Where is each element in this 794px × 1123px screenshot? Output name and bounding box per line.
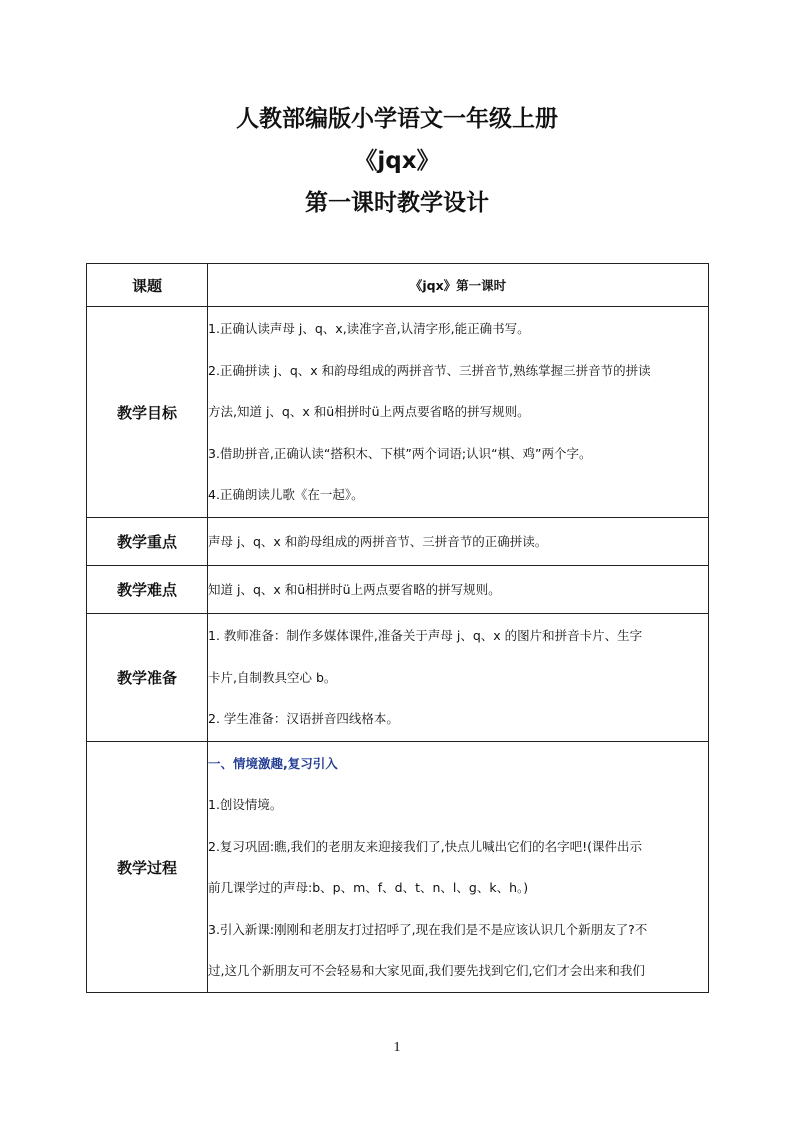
table-row-header [87,264,709,307]
difficulties-content [208,566,709,614]
table-row-preparation [87,614,709,742]
objective-line: 1.正确认读声母 j、q、x,读准字音,认清字形,能正确书写。 [208,321,530,337]
page-number: 1 [393,1040,401,1055]
header-label: 课题 [87,264,208,307]
preparation-label: 教学准备 [87,614,208,742]
key-points-content [208,518,709,566]
key-points-line: 声母 j、q、x 和韵母组成的两拼音节、三拼音节的正确拼读。 [208,533,548,549]
lesson-plan-table [86,263,709,993]
objectives-label: 教学目标 [87,307,208,518]
process-line: 2.复习巩固:瞧,我们的老朋友来迎接我们了,快点儿喊出它们的名字吧!(课件出示 [208,838,642,854]
objectives-content [208,307,709,518]
difficulties-line: 知道 j、q、x 和ü相拼时ü上两点要省略的拼写规则。 [208,581,501,597]
preparation-content [208,614,709,742]
preparation-line: 2. 学生准备：汉语拼音四线格本。 [208,711,399,727]
process-line: 过,这几个新朋友可不会轻易和大家见面,我们要先找到它们,它们才会出来和我们 [208,963,645,978]
objective-line: 3.借助拼音,正确认读“搭积木、下棋”两个词语;认识“棋、鸡”两个字。 [208,445,592,461]
document-title [0,98,794,224]
table-row-objectives [87,307,709,518]
table-row-key-points [87,518,709,566]
table-row-process [87,742,709,993]
title-line-1: 人教部编版小学语文一年级上册 [236,106,558,132]
objective-line: 方法,知道 j、q、x 和ü相拼时ü上两点要省略的拼写规则。 [208,404,530,420]
process-label: 教学过程 [87,742,208,993]
key-points-label: 教学重点 [87,518,208,566]
header-value: 《jqx》第一课时 [208,264,709,307]
title-line-3: 第一课时教学设计 [305,190,489,216]
process-line: 前几课学过的声母:b、p、m、f、d、t、n、l、g、k、h。) [208,880,529,895]
objective-line: 4.正确朗读儿歌《在一起》。 [208,487,364,503]
table-row-difficulties [87,566,709,614]
preparation-line: 卡片,自制教具空心 b。 [208,669,337,685]
preparation-line: 1. 教师准备：制作多媒体课件,准备关于声母 j、q、x 的图片和拼音卡片、生字 [208,628,643,644]
title-line-2: 《jqx》 [354,148,440,174]
process-line: 1.创设情境。 [208,797,283,812]
process-content [208,742,709,993]
process-section-heading: 一、情境激趣,复习引入 [208,755,338,771]
process-line: 3.引入新课:刚刚和老朋友打过招呼了,现在我们是不是应该认识几个新朋友了?不 [208,921,648,937]
objective-line: 2.正确拼读 j、q、x 和韵母组成的两拼音节、三拼音节,熟练掌握三拼音节的拼读 [208,362,651,378]
difficulties-label: 教学难点 [87,566,208,614]
